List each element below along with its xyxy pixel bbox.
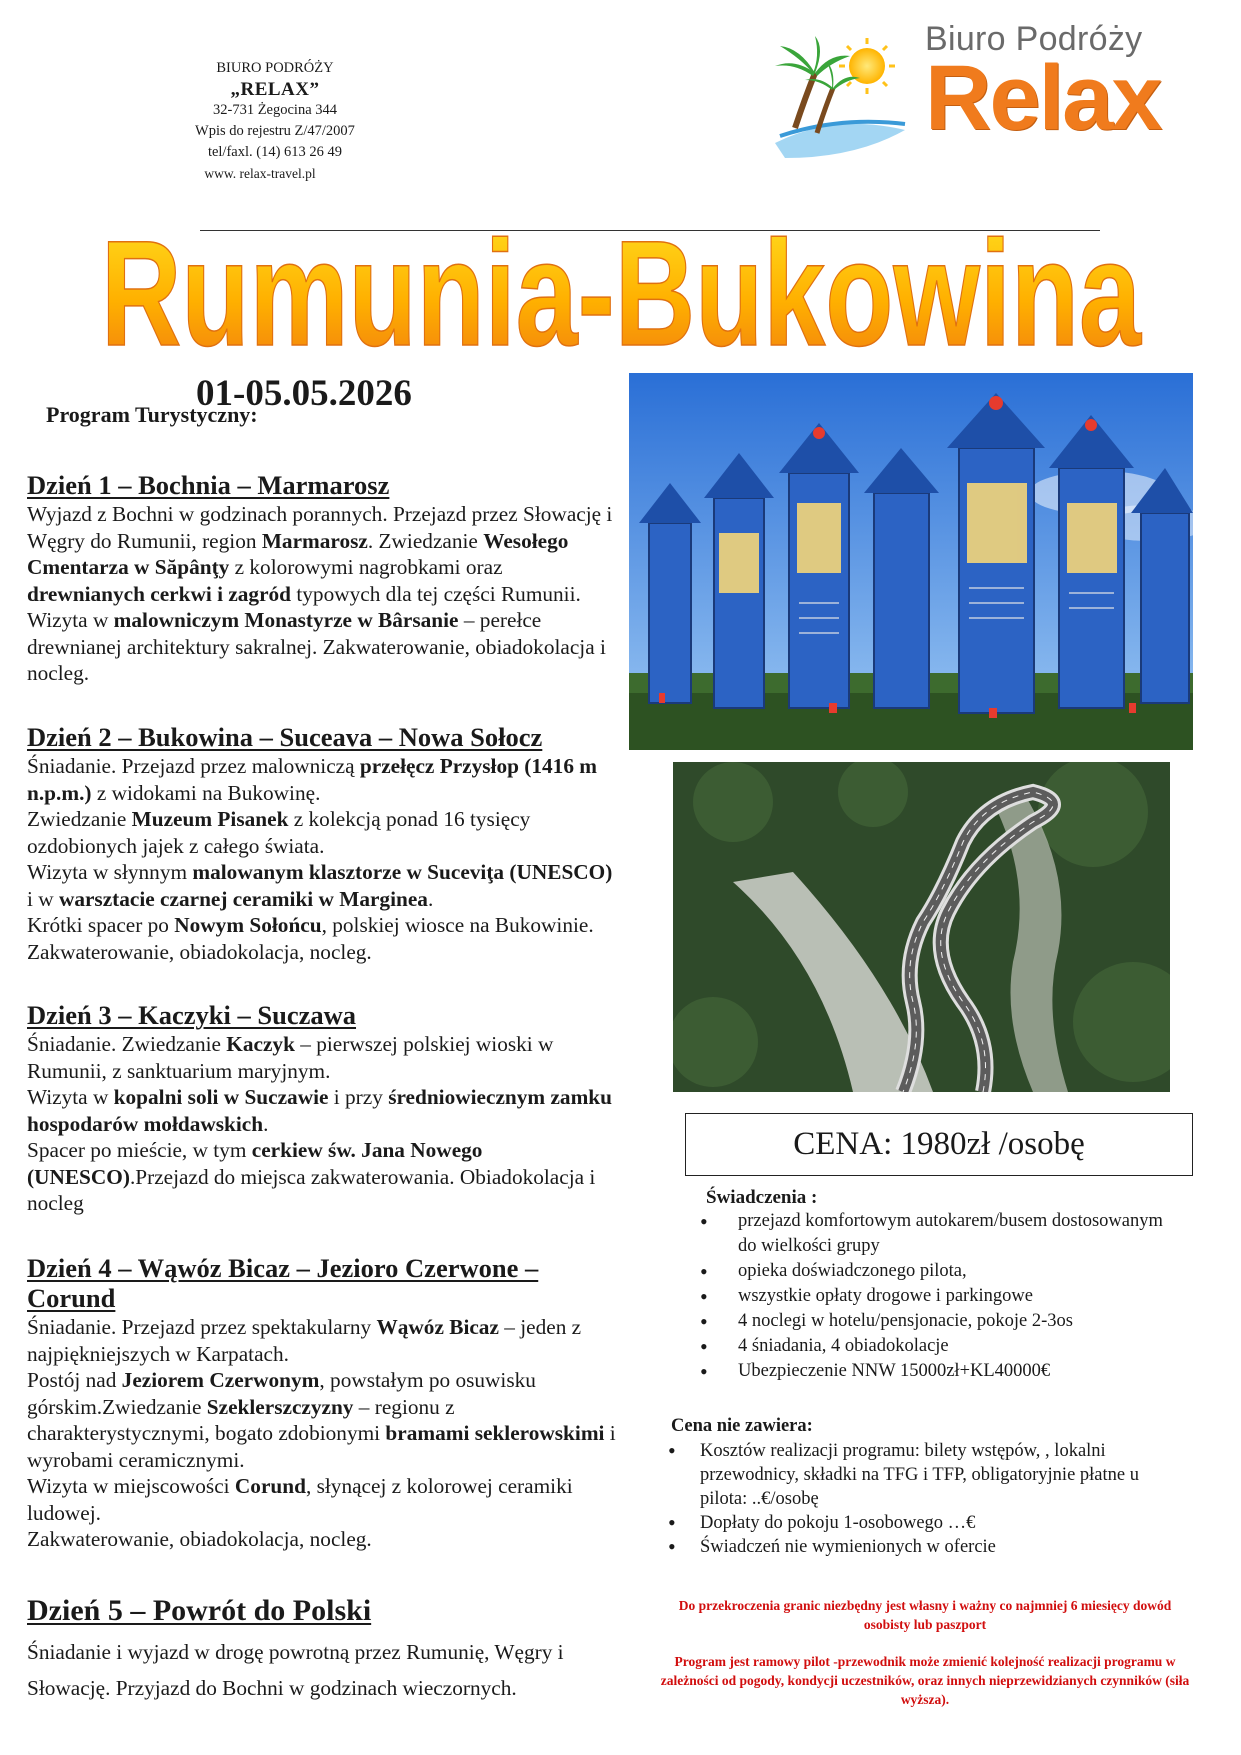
day-4-heading: Dzień 4 – Wąwóz Bicaz – Jezioro Czerwone – Corund (27, 1253, 539, 1313)
excluded-item: • Dopłaty do pokoju 1-osobowego …€ (668, 1511, 1188, 1535)
day-3-description: Śniadanie. Zwiedzanie Kaczyk – pierwszej polskiej wioski w Rumunii, z sanktuarium maryjnym. Wizyta w kopalni soli w Suczawie i przy średniowiecznym zamku hospodarów mołdawskich. Spacer po mieście, w tym cerkiew św. Jana Nowego (UNESCO).Przejazd do miejsca zakwaterowania. Obiadokolacja i nocleg (27, 1032, 612, 1215)
trip-dates: 01-05.05.2026 (196, 373, 412, 414)
included-item: • 4 śniadania, 4 obiadokolacje (700, 1334, 1180, 1359)
day-1-description: Wyjazd z Bochni w godzinach porannych. Przejazd przez Słowację i Węgry do Rumunii, region Marmarosz. Zwiedzanie Wesołego Cmentarza w Săpânţy z kolorowymi nagrobkami oraz drewnianych cerkwi i zagród typowych dla tej części Rumunii. Wizyta w malowniczym Monastyrze w Bârsanie – perełce drewnianej architektury sakralnej. Zakwaterowanie, obiadokolacja i nocleg. (27, 502, 613, 685)
agency-website: www. relax-travel.pl (204, 166, 316, 181)
day-1-heading: Dzień 1 – Bochnia – Marmarosz (27, 470, 390, 500)
day-3-section (27, 1000, 617, 1217)
excluded-heading: Cena nie zawiera: (671, 1416, 813, 1436)
mountain-road-photo (673, 762, 1170, 1092)
title-text: Rumunia-Bukowina (100, 209, 1142, 370)
included-item: • wszystkie opłaty drogowe i parkingowe (700, 1284, 1180, 1309)
day-2-heading: Dzień 2 – Bukowina – Suceava – Nowa Sołocz (27, 722, 543, 752)
logo-top-text: Biuro Podróży (925, 20, 1143, 58)
included-list (700, 1209, 1180, 1384)
merry-cemetery-photo (629, 373, 1193, 750)
page-title (0, 205, 1241, 370)
agency-address: 32-731 Żegocina 344 (212, 102, 338, 118)
excluded-list (668, 1439, 1188, 1559)
included-item: • przejazd komfortowym autokarem/busem dostosowanym do wielkości grupy (700, 1209, 1180, 1259)
included-item: • Ubezpieczenie NNW 15000zł+KL40000€ (700, 1359, 1180, 1384)
border-document-note: Do przekroczenia granic niezbędny jest własny i ważny co najmniej 6 miesięcy dowód osobisty lub paszport (678, 1598, 1172, 1632)
day-2-section (27, 722, 617, 965)
price-box: CENA: 1980zł /osobę (685, 1113, 1193, 1176)
included-item: • 4 noclegi w hotelu/pensjonacie, pokoje 2-3os (700, 1309, 1180, 1334)
day-1-section (27, 470, 617, 687)
day-5-description: Śniadanie i wyjazd w drogę powrotną przez Rumunię, Węgry i Słowację. Przyjazd do Bochni w godzinach wieczornych. (27, 1640, 564, 1700)
day-4-section (27, 1253, 617, 1553)
agency-line: BIURO PODRÓŻY (216, 60, 334, 76)
day-3-heading: Dzień 3 – Kaczyki – Suczawa (27, 1000, 357, 1030)
day-5-section (27, 1594, 617, 1706)
logo-wordmark (925, 20, 1195, 149)
day-5-heading: Dzień 5 – Powrót do Polski (27, 1594, 372, 1627)
included-heading: Świadczenia : (706, 1187, 818, 1208)
agency-phone: tel/faxl. (14) 613 26 49 (207, 144, 343, 160)
title-graphic (91, 205, 1151, 370)
logo-main-text: Relax (925, 47, 1161, 149)
day-2-description: Śniadanie. Przejazd przez malowniczą przełęcz Przysłop (1416 m n.p.m.) z widokami na Bukowinę. Zwiedzanie Muzeum Pisanek z kolekcją ponad 16 tysięcy ozdobionych jajek z całego świata. Wizyta w słynnym malowanym klasztorze w Suceviţa (UNESCO) i w warsztacie czarnej ceramiki w Marginea. Krótki spacer po Nowym Sołońcu, polskiej wiosce na Bukowinie. Zakwaterowanie, obiadokolacja, nocleg. (27, 754, 613, 964)
included-item: • opieka doświadczonego pilota, (700, 1259, 1180, 1284)
day-4-description: Śniadanie. Przejazd przez spektakularny Wąwóz Bicaz – jeden z najpiękniejszych w Karpatach. Postój nad Jeziorem Czerwonym, powstałym po osuwisku górskim.Zwiedzanie Szeklerszczyzny – regionu z charakterystycznymi, bogato zdobionymi bramami seklerowskimi i wyrobami ceramicznymi. Wizyta w miejscowości Corund, słynącej z kolorowej ceramiki ludowej. Zakwaterowanie, obiadokolacja, nocleg. (27, 1315, 616, 1551)
palm-sun-icon (755, 18, 920, 163)
agency-address-block (150, 58, 400, 184)
excluded-item: • Kosztów realizacji programu: bilety wstępów, , lokalni przewodnicy, składki na TFG i TFP, obligatoryjnie płatne u pilota: ..€/osobę (668, 1439, 1188, 1511)
agency-registry: Wpis do rejestru Z/47/2007 (195, 123, 355, 139)
agency-name: „RELAX” (230, 79, 320, 100)
program-change-note: Program jest ramowy pilot -przewodnik może zmienić kolejność realizacji programu w zależności od pogody, kondycji uczestników, oraz innych nieprzewidzianych czynników (siła wyższa). (660, 1654, 1190, 1707)
program-label: Program Turystyczny: (46, 402, 258, 427)
excluded-item: • Świadczeń nie wymienionych w ofercie (668, 1535, 1188, 1559)
